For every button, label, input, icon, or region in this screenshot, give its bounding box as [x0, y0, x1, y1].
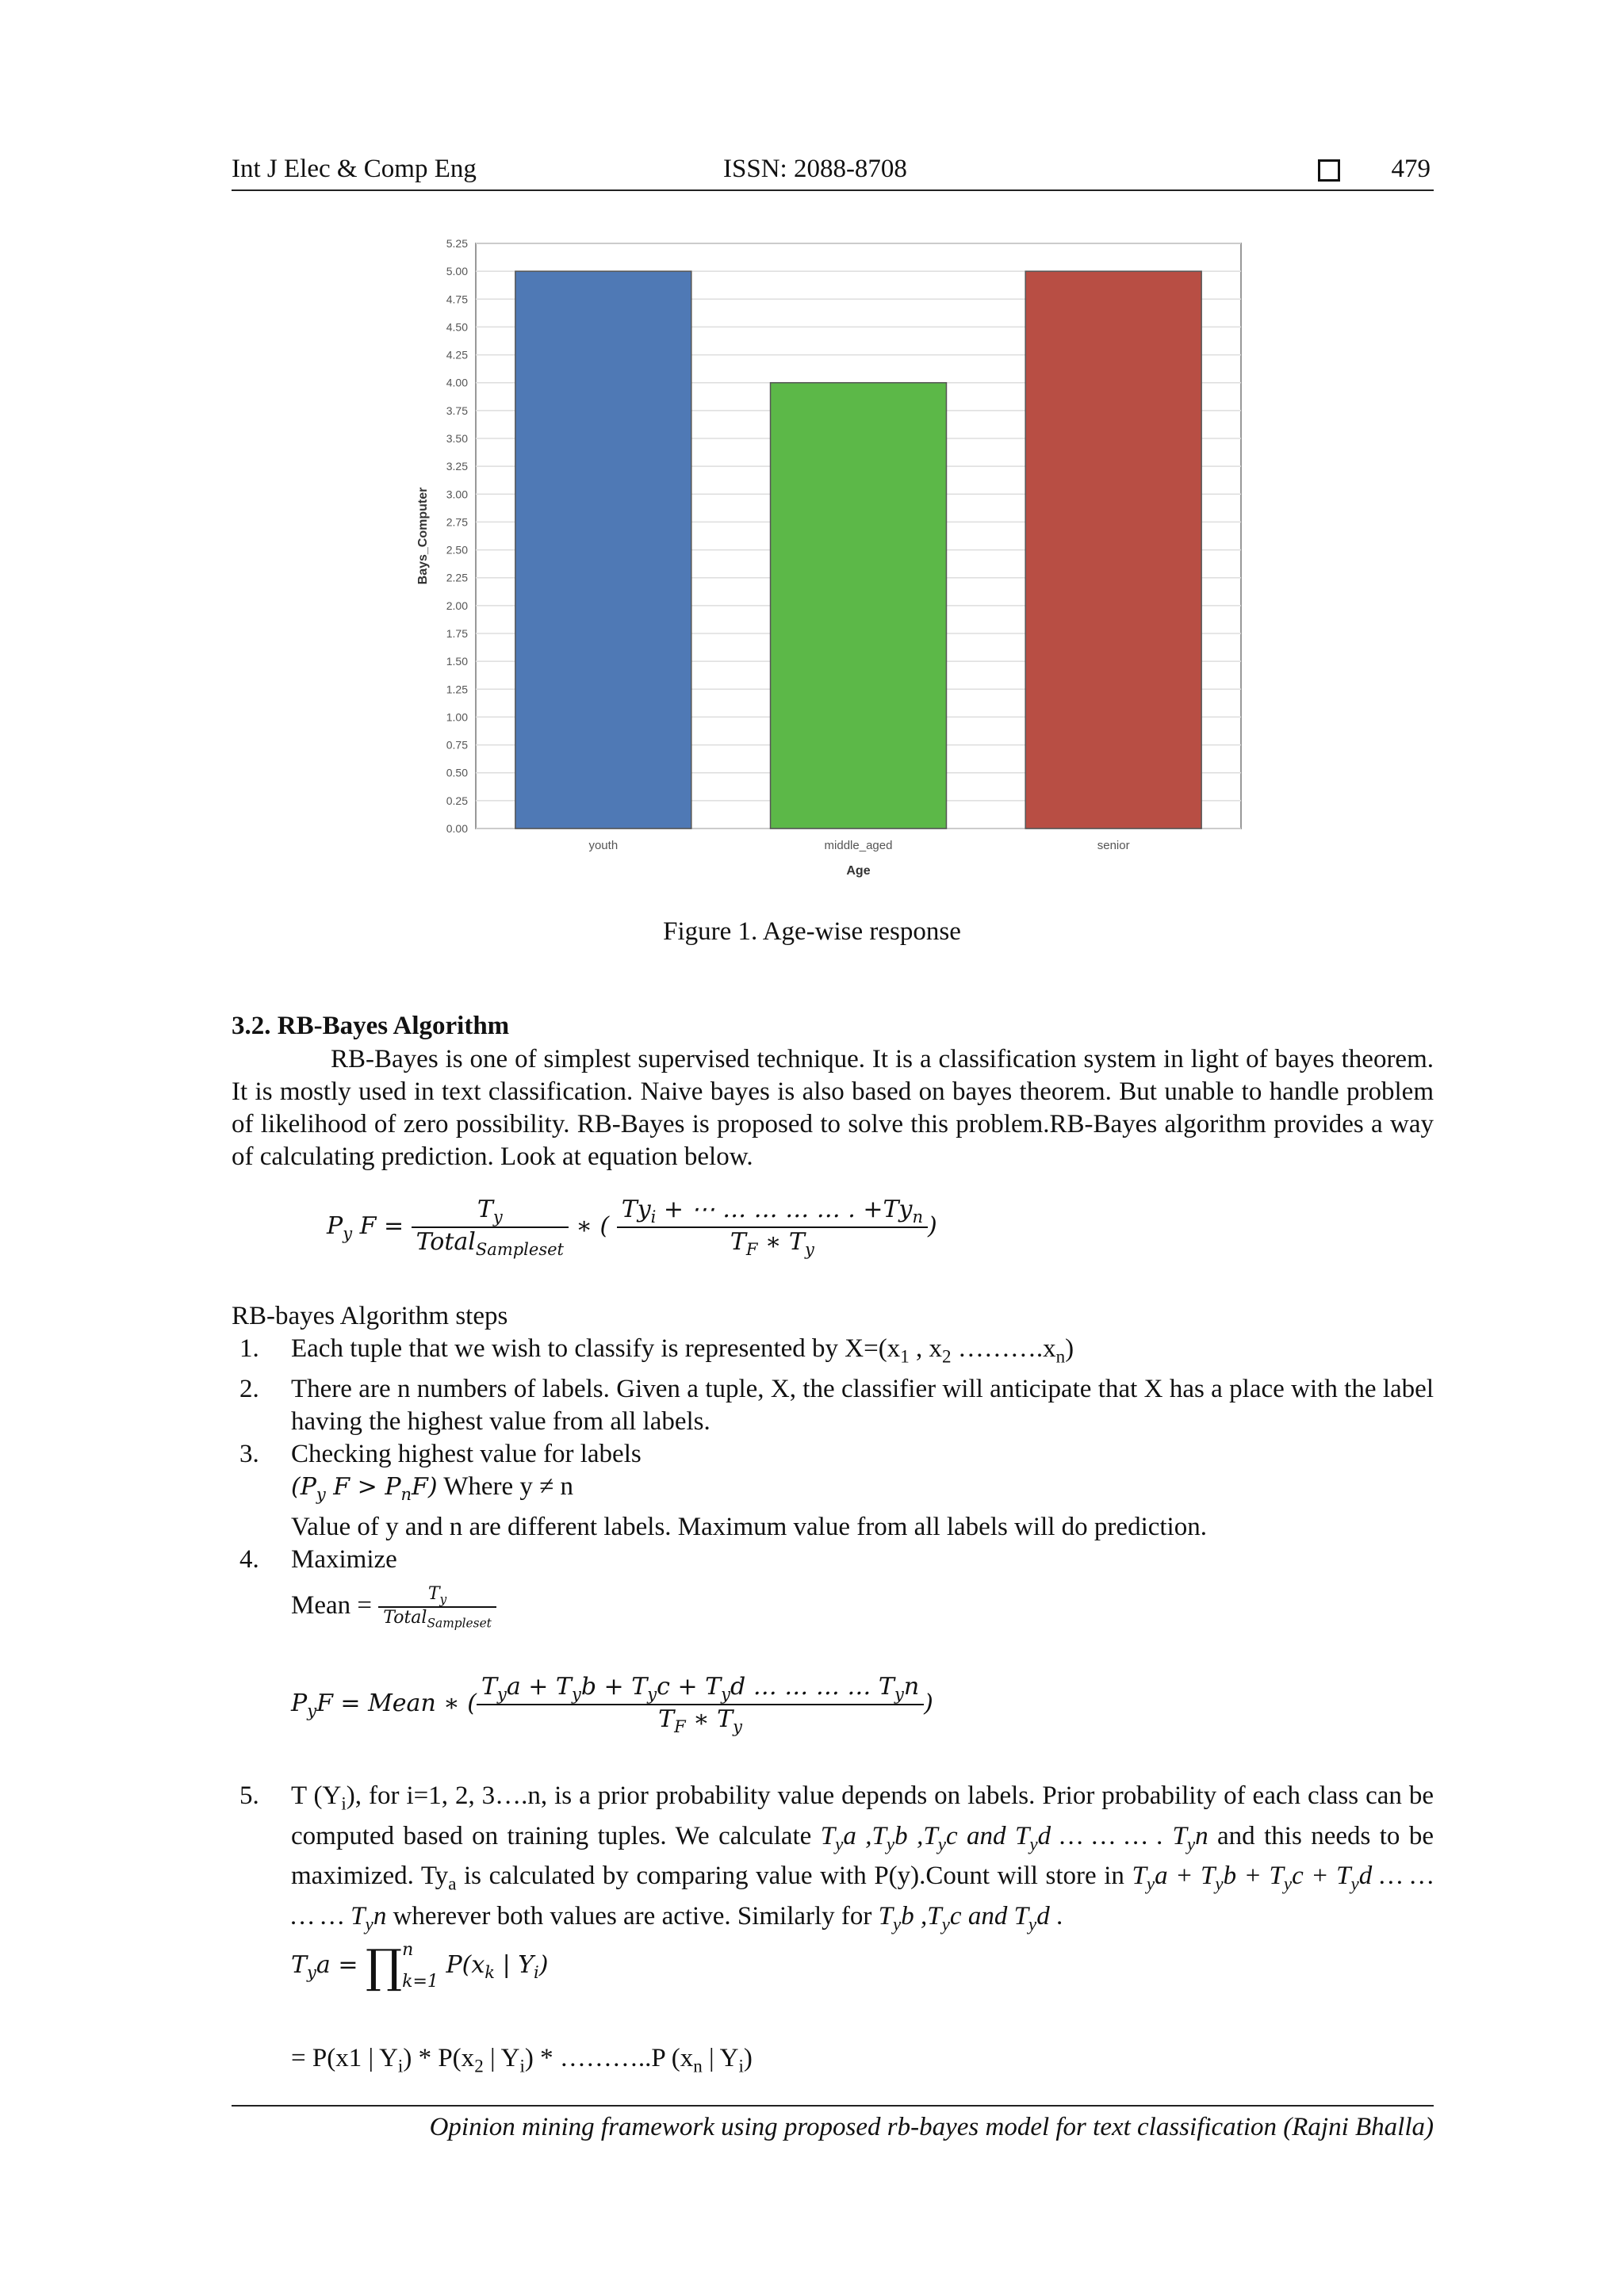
eq-sub: F	[674, 1717, 686, 1736]
step-text: is calculated by comparing value with P(y).Count will store in	[456, 1862, 1132, 1891]
y-tick-label: 3.00	[446, 488, 468, 501]
step-text: Where y ≠ n	[437, 1471, 574, 1501]
eq-text: | Y	[483, 2044, 520, 2072]
eq-symbol: T	[730, 1228, 746, 1256]
eq-symbol: F)	[412, 1472, 438, 1501]
x-tick-label: youth	[588, 839, 619, 852]
eq-numerator	[378, 1584, 496, 1608]
eq-denominator	[412, 1228, 569, 1259]
eq-numerator	[412, 1196, 569, 1228]
eq-symbol: b ,T	[894, 1821, 938, 1850]
y-tick-label: 0.25	[446, 794, 468, 807]
journal-name: Int J Elec & Comp Eng	[232, 155, 477, 183]
eq-symbol: c and T	[945, 1821, 1030, 1850]
eq-symbol: P(x	[446, 1951, 485, 1979]
eq-symbol: P	[327, 1212, 343, 1240]
eq-symbol: d … … … … T	[730, 1673, 894, 1701]
eq-fraction-1	[412, 1196, 569, 1259]
eq-fraction-2	[617, 1196, 928, 1259]
eq-sub: y	[571, 1685, 581, 1704]
step-text: , x	[909, 1334, 943, 1363]
eq-sub: y	[316, 1484, 326, 1504]
step-number: 5.	[239, 1781, 259, 1810]
algorithm-steps	[232, 1300, 1434, 1576]
page-number: 479	[1391, 155, 1431, 183]
eq-sub: n	[400, 1484, 412, 1504]
eq-text: )	[743, 2044, 753, 2072]
eq-symbol: c + T	[1292, 1862, 1351, 1891]
x-tick-label: middle_aged	[824, 839, 893, 852]
eq-symbol: ∗ T	[757, 1228, 805, 1256]
y-tick-label: 3.50	[446, 432, 468, 445]
eq-sub: y	[496, 1685, 507, 1704]
eq-sub: y	[1186, 1833, 1196, 1854]
eq-symbol: n	[903, 1673, 920, 1701]
eq-symbol: F = Mean ∗ (	[316, 1689, 477, 1717]
bar-youth	[515, 271, 691, 828]
y-tick-label: 1.75	[446, 627, 468, 640]
steps-intro: RB-bayes Algorithm steps	[232, 1302, 508, 1330]
square-bullet-icon	[1318, 159, 1340, 182]
eq-sub: k=1	[402, 1972, 439, 1992]
eq-symbol: (P	[291, 1472, 316, 1501]
eq-symbol: T	[1132, 1862, 1147, 1891]
eq-sub: y	[886, 1833, 895, 1854]
eq-symbol: )	[924, 1689, 933, 1717]
eq-symbol: ∗ T	[685, 1705, 733, 1733]
step-sub: 2	[942, 1345, 952, 1367]
step-text: Value of y and n are different labels. Maximum value from all labels will do prediction.	[291, 1512, 1207, 1541]
step-1	[232, 1333, 1434, 1373]
equation-pyf-mean	[291, 1673, 933, 1736]
bar-senior	[1025, 271, 1201, 828]
eq-sub: i	[397, 2055, 404, 2076]
eq-sub: n	[693, 2055, 703, 2076]
step-number: 3.	[239, 1439, 259, 1468]
eq-symbol: T	[820, 1821, 836, 1850]
eq-symbol: T	[427, 1584, 440, 1604]
eq-symbol: F =	[352, 1212, 412, 1240]
step-number: 2.	[239, 1374, 259, 1403]
eq-numerator	[477, 1673, 924, 1705]
y-tick-label: 2.50	[446, 543, 468, 557]
section-title: 3.2. RB-Bayes Algorithm	[232, 1012, 510, 1040]
y-tick-label: 4.25	[446, 348, 468, 362]
equation-expansion	[291, 2044, 753, 2077]
product-limits	[402, 1934, 439, 1998]
equation-pyf	[327, 1196, 937, 1259]
eq-denominator	[378, 1608, 496, 1630]
eq-sub: Sampleset	[475, 1240, 564, 1259]
equation-product	[291, 1934, 548, 1998]
eq-sub: y	[307, 1963, 316, 1982]
y-tick-label: 5.00	[446, 265, 468, 278]
eq-symbol: T	[481, 1673, 497, 1701]
eq-symbol: b + T	[580, 1673, 648, 1701]
step-text: and this needs to be maximized. Ty	[291, 1821, 1434, 1891]
eq-symbol: a + T	[1155, 1862, 1216, 1891]
eq-symbol: )	[538, 1951, 549, 1979]
eq-sub: Sampleset	[427, 1616, 492, 1631]
eq-text: = P(x1 | Y	[291, 2044, 398, 2072]
eq-sub: y	[941, 1913, 950, 1934]
eq-symbol: Ty	[621, 1196, 651, 1223]
step-text: .	[1049, 1901, 1063, 1931]
equation-mean	[291, 1584, 496, 1631]
x-axis-label: Age	[846, 864, 871, 878]
eq-symbol: | Y	[495, 1951, 534, 1979]
eq-sub: y	[1215, 1873, 1224, 1894]
eq-symbol: T	[477, 1196, 493, 1223]
eq-symbol: T	[291, 1951, 308, 1979]
eq-sub: y	[1146, 1873, 1155, 1894]
pf-fraction	[477, 1673, 924, 1736]
eq-sub: y	[721, 1685, 731, 1704]
eq-sub: y	[894, 1685, 904, 1704]
y-tick-label: 3.25	[446, 460, 468, 473]
eq-symbol: n	[373, 1901, 387, 1931]
step-4	[232, 1544, 1434, 1576]
eq-sup: n	[402, 1940, 414, 1960]
eq-symbol: ∗ (	[576, 1212, 610, 1240]
eq-sub: y	[307, 1701, 317, 1720]
eq-denominator	[617, 1228, 928, 1259]
eq-label: Mean =	[291, 1590, 379, 1620]
x-tick-label: senior	[1097, 839, 1130, 852]
eq-symbol: )	[927, 1212, 937, 1240]
eq-sub: i	[650, 1207, 657, 1226]
eq-sub: y	[804, 1240, 814, 1259]
eq-symbol: F > P	[325, 1472, 401, 1501]
eq-sub: y	[365, 1913, 373, 1934]
eq-sub: y	[733, 1717, 743, 1736]
step-sub: a	[448, 1873, 457, 1894]
y-tick-label: 2.75	[446, 515, 468, 529]
eq-symbol: a + T	[506, 1673, 572, 1701]
step-text: Maximize	[291, 1544, 397, 1574]
eq-sub: y	[647, 1685, 657, 1704]
y-tick-label: 1.25	[446, 683, 468, 696]
y-tick-label: 0.50	[446, 766, 468, 779]
eq-sub: F	[745, 1240, 758, 1259]
eq-symbol: c and T	[949, 1901, 1028, 1931]
bar-middle_aged	[771, 383, 947, 828]
step-text: T (Y	[291, 1781, 342, 1810]
step-text: ), for i=1, 2, 3….n, is a prior probability value depends on labels. Prior probability of each class can be computed based on training tuples. We calculate	[291, 1781, 1434, 1850]
eq-symbol: n	[1195, 1821, 1208, 1850]
eq-symbol: d … … … … T	[291, 1862, 1434, 1931]
eq-sub: y	[937, 1833, 946, 1854]
eq-sub: y	[343, 1224, 353, 1243]
eq-symbol: + ⋯ … … … … . +Ty	[656, 1196, 913, 1223]
section-paragraph: RB-Bayes is one of simplest supervised technique. It is a classification system in light of bayes theorem. It is mostly used in text classification. Naive bayes is also based on bayes theorem. But unable to handle problem of likelihood of zero possibility. RB-Bayes is proposed to solve this problem.RB-Bayes algorithm provides a way of calculating prediction. Look at equation below.	[232, 1045, 1434, 1171]
step-number: 4.	[239, 1544, 259, 1574]
issn: ISSN: 2088-8708	[723, 155, 907, 183]
y-tick-label: 2.25	[446, 571, 468, 584]
y-tick-label: 0.75	[446, 738, 468, 752]
step-text: wherever both values are active. Similarly for	[386, 1901, 879, 1931]
eq-numerator	[617, 1196, 928, 1228]
eq-symbol: b + T	[1223, 1862, 1284, 1891]
step-2	[232, 1373, 1434, 1438]
eq-sub: y	[1029, 1833, 1038, 1854]
figure-caption: Figure 1. Age-wise response	[663, 917, 961, 946]
eq-symbol: T	[658, 1705, 675, 1733]
y-axis-label: Bays_Computer	[416, 487, 430, 585]
eq-symbol: a =	[316, 1951, 366, 1979]
algorithm-steps-continued	[232, 1780, 1434, 1940]
eq-symbol: P	[291, 1689, 308, 1717]
eq-sub: y	[835, 1833, 844, 1854]
eq-sub: y	[1028, 1913, 1037, 1934]
mean-fraction	[378, 1584, 496, 1631]
y-tick-label: 3.75	[446, 404, 468, 417]
step-text: Checking highest value for labels	[291, 1439, 642, 1468]
eq-sub: y	[1283, 1873, 1293, 1894]
step-sub: i	[341, 1793, 347, 1814]
eq-sub: y	[439, 1592, 447, 1607]
y-tick-label: 2.00	[446, 599, 468, 612]
eq-symbol: d … … … . T	[1037, 1821, 1187, 1850]
eq-sub: n	[912, 1207, 923, 1226]
footer-rule	[232, 2105, 1434, 2107]
step-text: )	[1065, 1334, 1074, 1363]
product-symbol: ∏	[366, 1939, 403, 1993]
y-tick-label: 0.00	[446, 822, 468, 835]
step-5	[232, 1780, 1434, 1940]
step-3	[232, 1438, 1434, 1544]
y-tick-label: 5.25	[446, 237, 468, 250]
eq-sub: 2	[474, 2055, 484, 2076]
age-bar-chart	[396, 234, 1253, 884]
y-tick-label: 4.75	[446, 293, 468, 306]
y-tick-label: 1.50	[446, 655, 468, 668]
step-text: There are n numbers of labels. Given a tuple, X, the classifier will anticipate that X has a place with the label having the highest value from all labels.	[291, 1374, 1434, 1436]
eq-text: ) * ………..P (x	[524, 2044, 694, 2072]
eq-symbol: Total	[416, 1228, 476, 1256]
step-text: ……….x	[951, 1334, 1056, 1363]
eq-text: | Y	[702, 2044, 739, 2072]
step-sub: n	[1055, 1345, 1066, 1367]
eq-sub: i	[534, 1963, 539, 1982]
eq-sub: k	[485, 1963, 496, 1982]
eq-sub: i	[738, 2055, 744, 2076]
step-text: Each tuple that we wish to classify is represented by X=(x	[291, 1334, 901, 1363]
eq-symbol: a ,T	[843, 1821, 887, 1850]
eq-text: ) * P(x	[403, 2044, 475, 2072]
eq-symbol: b ,T	[901, 1901, 942, 1931]
y-tick-label: 4.50	[446, 320, 468, 334]
eq-symbol: Total	[383, 1608, 427, 1628]
eq-symbol: d	[1036, 1901, 1050, 1931]
eq-sub: y	[893, 1913, 902, 1934]
y-tick-label: 1.00	[446, 710, 468, 724]
step-number: 1.	[239, 1334, 259, 1363]
eq-symbol: T	[878, 1901, 894, 1931]
eq-symbol: c + T	[657, 1673, 722, 1701]
eq-sub: i	[519, 2055, 525, 2076]
running-header	[232, 155, 1434, 191]
eq-sub: y	[1350, 1873, 1359, 1894]
y-tick-label: 4.00	[446, 376, 468, 389]
step-3-inequality	[291, 1471, 1434, 1511]
running-footer: Opinion mining framework using proposed rb-bayes model for text classification (Rajni Bhalla)	[429, 2113, 1434, 2141]
step-sub: 1	[900, 1345, 910, 1367]
eq-sub: y	[492, 1207, 503, 1226]
eq-denominator	[477, 1705, 924, 1736]
